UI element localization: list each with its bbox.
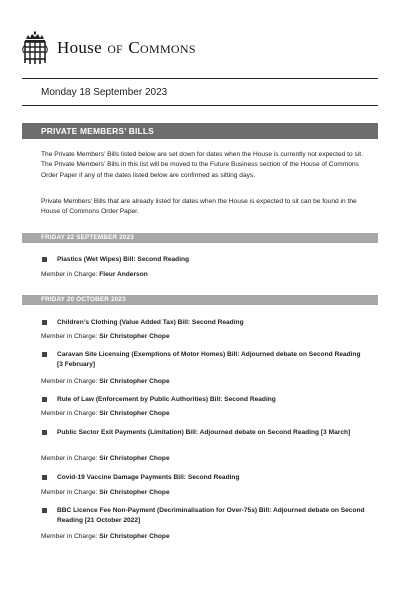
day-heading: FRIDAY 22 SEPTEMBER 2023 [22, 233, 378, 243]
bill-item [42, 318, 367, 328]
member-label: Member in Charge: [41, 489, 98, 496]
member-in-charge [41, 270, 148, 280]
member-name: Sir Christopher Chope [99, 489, 170, 496]
member-label: Member in Charge: [41, 533, 98, 540]
bill-item [42, 395, 367, 405]
intro-paragraph-1: The Private Members’ Bills listed below are set down for dates when the House is currently not expected to sit. The Private Members’ Bills in this list will be moved to the Future Business section of the House of Commons Order Paper if any of the dates listed below are confirmed as sitting days. [41, 151, 363, 179]
square-bullet-icon [42, 352, 47, 357]
header-rule-bottom [22, 105, 378, 106]
member-name: Sir Christopher Chope [99, 455, 170, 462]
bill-title: Public Sector Exit Payments (Limitation) Bill: Adjourned debate on Second Reading [3 March] [57, 429, 351, 436]
portcullis-icon [22, 31, 48, 65]
bill-item [42, 255, 367, 265]
member-in-charge [41, 377, 170, 387]
square-bullet-icon [42, 508, 47, 513]
title-word-house: House [57, 38, 102, 57]
member-label: Member in Charge: [41, 333, 98, 340]
member-in-charge [41, 332, 170, 342]
square-bullet-icon [42, 320, 47, 325]
title-word-of: OF [107, 44, 123, 56]
page-date: Monday 18 September 2023 [41, 87, 168, 98]
section-heading: PRIVATE MEMBERS’ BILLS [22, 123, 378, 139]
bill-title: Rule of Law (Enforcement by Public Authorities) Bill: Second Reading [57, 396, 276, 403]
bill-item [42, 473, 367, 483]
member-label: Member in Charge: [41, 455, 98, 462]
member-name: Fleur Anderson [99, 271, 148, 278]
member-name: Sir Christopher Chope [99, 410, 170, 417]
member-label: Member in Charge: [41, 271, 98, 278]
member-name: Sir Christopher Chope [99, 333, 170, 340]
bill-title: Caravan Site Licensing (Exemptions of Motor Homes) Bill: Adjourned debate on Second Reading [3 February] [57, 351, 361, 369]
masthead [22, 30, 196, 66]
day-heading: FRIDAY 20 OCTOBER 2023 [22, 295, 378, 305]
bill-title: Children’s Clothing (Value Added Tax) Bill: Second Reading [57, 319, 244, 326]
square-bullet-icon [42, 257, 47, 262]
bill-item [42, 428, 367, 438]
bill-item [42, 350, 367, 371]
member-in-charge [41, 532, 170, 542]
title-word-commons: Commons [128, 38, 196, 57]
member-label: Member in Charge: [41, 378, 98, 385]
house-of-commons-title [57, 38, 196, 58]
bill-title: BBC Licence Fee Non-Payment (Decriminalisation for Over-75s) Bill: Adjourned debate on Second Reading [21 October 2022] [57, 507, 365, 525]
member-name: Sir Christopher Chope [99, 533, 170, 540]
intro-paragraph-2: Private Members’ Bills that are already listed for dates when the House is expected to sit can be found in the House of Commons Order Paper. [41, 198, 357, 216]
member-label: Member in Charge: [41, 410, 98, 417]
member-in-charge [41, 488, 170, 498]
bill-title: Covid-19 Vaccine Damage Payments Bill: Second Reading [57, 474, 240, 481]
member-in-charge [41, 409, 170, 419]
bill-title: Plastics (Wet Wipes) Bill: Second Reading [57, 256, 190, 263]
header-rule-top [22, 78, 378, 79]
square-bullet-icon [42, 475, 47, 480]
bill-item [42, 506, 367, 527]
square-bullet-icon [42, 397, 47, 402]
member-in-charge [41, 454, 170, 464]
square-bullet-icon [42, 430, 47, 435]
member-name: Sir Christopher Chope [99, 378, 170, 385]
